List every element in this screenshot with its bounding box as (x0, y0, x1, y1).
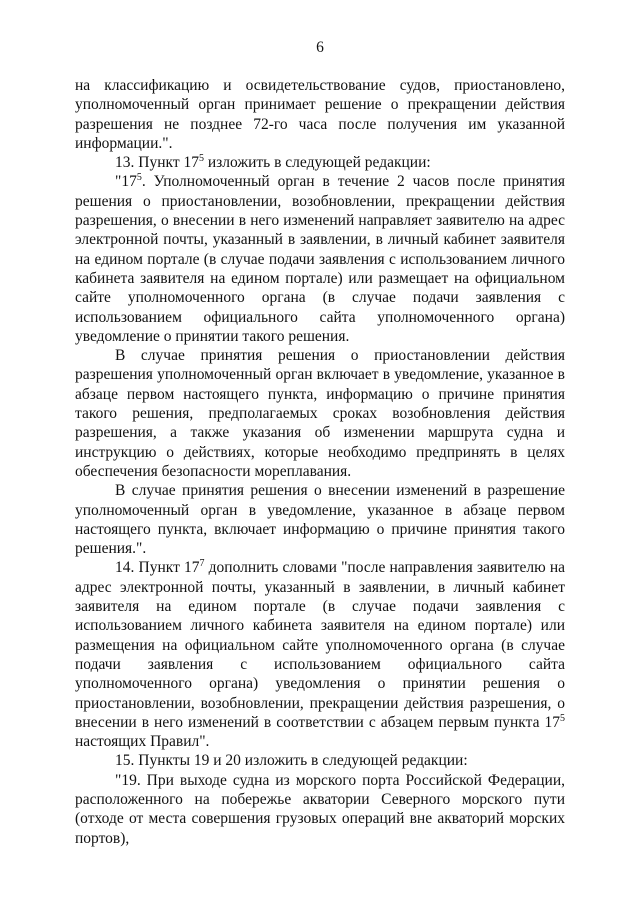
paragraph-text: дополнить словами "после направления заявителю на адрес электронной почты, указанный в заявлении, в личный кабинет заявителя на едином портале (в случае подачи заявления с использованием личного кабинета заявителя на едином портале) или размещения на официальном сайте уполномоченного органа (в случае подачи заявления с использованием официального сайта уполномоченного органа) уведомления о принятии решения о приостановлении, возобновлении, прекращении действия разрешения, о внесении в него изменений в соответствии с абзацем первым пункта 17 (75, 559, 565, 731)
paragraph (75, 172, 565, 346)
page-number: 6 (316, 39, 324, 56)
superscript: 5 (136, 172, 142, 184)
paragraph-text: "19. При выходе судна из морского порта Российской Федерации, расположенного на побережье акватории Северного морского пути (отходе от места совершения грузовых операций вне акваторий морских портов), (75, 771, 565, 847)
paragraph-text: 15. Пункты 19 и 20 изложить в следующей редакции: (115, 752, 468, 770)
paragraph-text: В случае принятия решения о внесении изменений в разрешение уполномоченный орган в уведомление, указанное в абзаце первом настоящего пункта, включает информацию о причине принятия такого решения.". (75, 482, 565, 558)
paragraph (75, 751, 565, 770)
paragraph (75, 481, 565, 558)
paragraph-text: "17 (115, 173, 137, 191)
paragraph-text: изложить в следующей редакции: (203, 154, 431, 172)
paragraph-text: В случае принятия решения о приостановлении действия разрешения уполномоченный орган включает в уведомление, указанное в абзаце первом настоящего пункта, информацию о причине принятия такого решения, предполагаемых сроках возобновления действия разрешения, а также указания об изменении маршрута судна и инструкцию о действиях, которые необходимо предпринять в целях обеспечения безопасности мореплавания. (75, 347, 565, 480)
paragraph (75, 771, 565, 848)
paragraph (75, 76, 565, 153)
paragraph-text: настоящих Правил". (75, 733, 210, 751)
superscript: 5 (560, 712, 565, 724)
paragraph (75, 558, 565, 751)
document-body (75, 76, 565, 848)
paragraph-text: на классификацию и освидетельствование судов, приостановлено, уполномоченный орган принимает решение о прекращении действия разрешения не позднее 72-го часа после получения им указанной информации.". (75, 77, 565, 152)
superscript: 7 (199, 558, 205, 570)
superscript: 5 (198, 153, 204, 165)
paragraph-text: 13. Пункт 17 (115, 154, 199, 172)
paragraph-text: . Уполномоченный орган в течение 2 часов после принятия решения о приостановлении, возобновлении, прекращении действия разрешения, о внесении в него изменений направляет заявителю на адрес электронной почты, указанный в заявлении, в личный кабинет заявителя на едином портале (в случае подачи заявления с использованием личного кабинета заявителя на едином портале) или размещает на официальном сайте уполномоченного органа (в случае подачи заявления с использованием официального сайта уполномоченного органа) уведомление о принятии такого решения. (75, 173, 565, 345)
paragraph (75, 346, 565, 481)
paragraph-text: 14. Пункт 17 (115, 559, 200, 577)
paragraph (75, 153, 565, 172)
